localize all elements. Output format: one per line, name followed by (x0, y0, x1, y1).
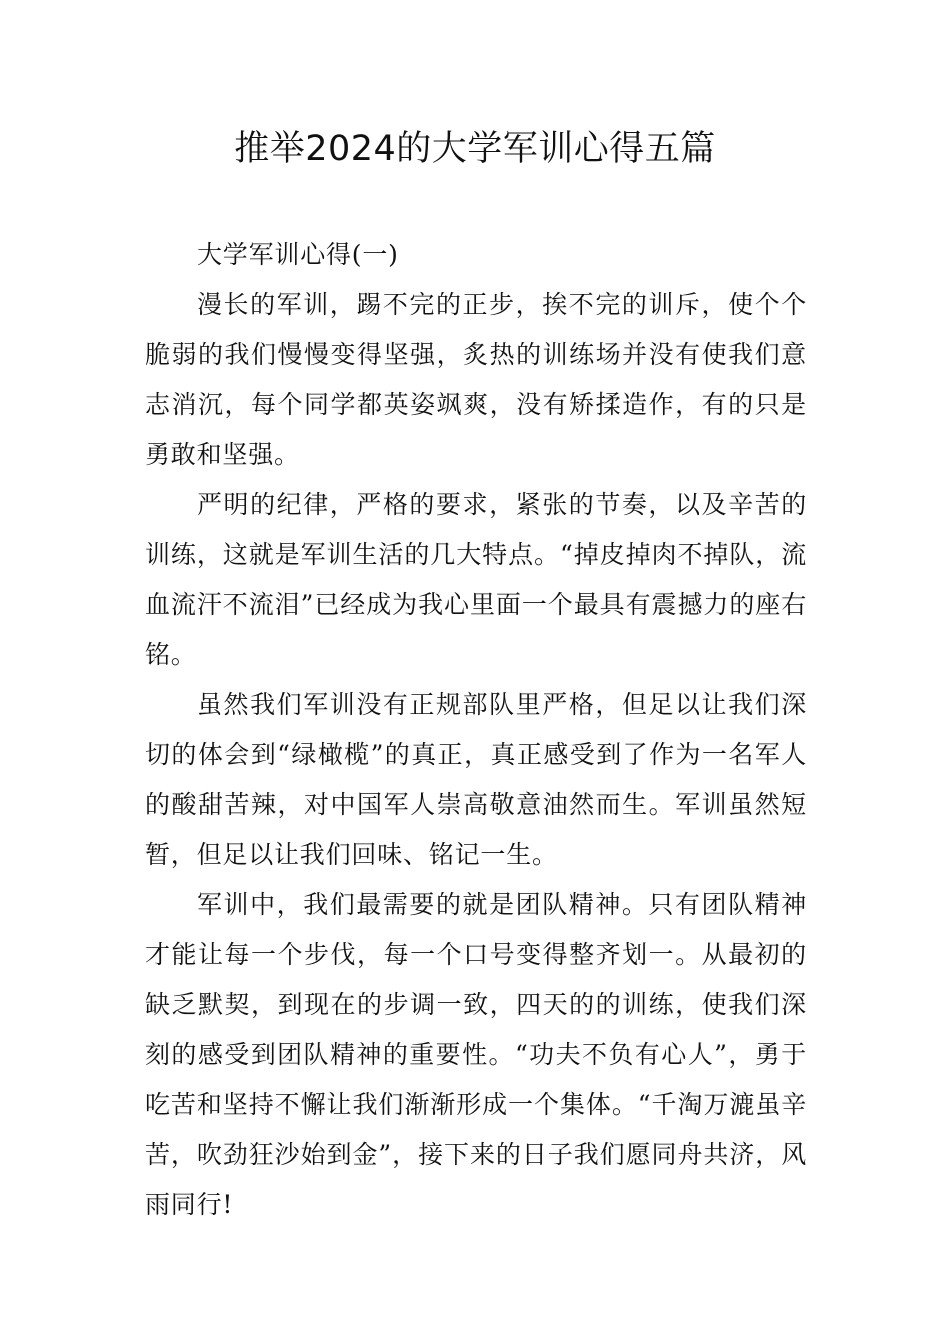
paragraph: 严明的纪律，严格的要求，紧张的节奏，以及辛苦的训练，这就是军训生活的几大特点。“掉皮掉肉不掉队，流血流汗不流泪”已经成为我心里面一个最具有震撼力的座右铭。 (145, 490, 807, 669)
paragraph: 漫长的军训，踢不完的正步，挨不完的训斥，使个个脆弱的我们慢慢变得坚强，炙热的训练场并没有使我们意志消沉，每个同学都英姿飒爽，没有矫揉造作，有的只是勇敢和坚强。 (145, 290, 807, 469)
section-heading: 大学军训心得(一) (197, 240, 399, 269)
page-title: 推举2024的大学军训心得五篇 (234, 129, 716, 169)
paragraph: 军训中，我们最需要的就是团队精神。只有团队精神才能让每一个步伐，每一个口号变得整齐划一。从最初的缺乏默契，到现在的步调一致，四天的的训练，使我们深刻的感受到团队精神的重要性。“功夫不负有心人”，勇于吃苦和坚持不懈让我们渐渐形成一个集体。“千淘万漉虽辛苦，吹劲狂沙始到金”，接下来的日子我们愿同舟共济，风雨同行! (145, 890, 807, 1219)
document-body (145, 230, 807, 1230)
paragraph: 虽然我们军训没有正规部队里严格，但足以让我们深切的体会到“绿橄榄”的真正，真正感受到了作为一名军人的酸甜苦辣，对中国军人崇高敬意油然而生。军训虽然短暂，但足以让我们回味、铭记一生。 (145, 690, 807, 869)
